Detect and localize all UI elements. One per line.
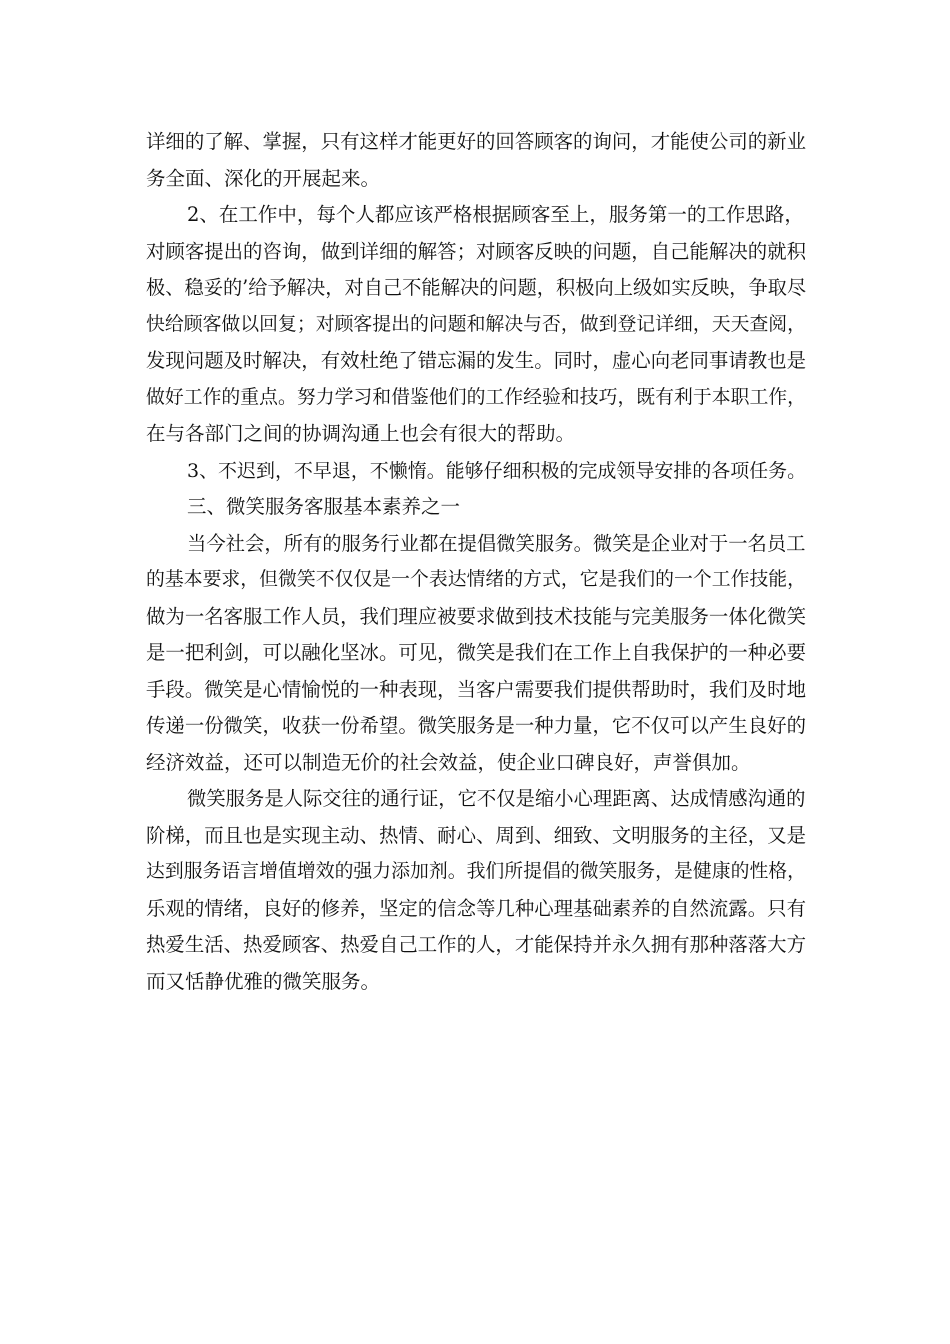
- text-line: 极、稳妥的’给予解决，对自己不能解决的问题，积极向上级如实反映，争取尽: [146, 276, 807, 299]
- text-line: 做为一名客服工作人员，我们理应被要求做到技术技能与完美服务一体化微笑: [146, 604, 806, 628]
- text-line: 手段。微笑是心情愉悦的一种表现，当客户需要我们提供帮助时，我们及时地: [146, 677, 806, 701]
- document-body: [146, 124, 806, 1000]
- text-line: 的基本要求，但微笑不仅仅是一个表达情绪的方式，它是我们的一个工作技能，: [146, 569, 806, 590]
- paragraph: [146, 124, 806, 197]
- text-line: 传递一份微笑，收获一份希望。微笑服务是一种力量，它不仅可以产生良好的: [146, 714, 806, 737]
- text-line: 快给顾客做以回复；对顾客提出的问题和解决与否，做到登记详细，天天查阅，: [146, 313, 806, 335]
- paragraph: [146, 526, 806, 782]
- text-line: 而又恬静优雅的微笑服务。: [146, 969, 381, 993]
- text-line: 是一把利剑，可以融化坚冰。可见，微笑是我们在工作上自我保护的一种必要: [146, 641, 806, 664]
- paragraph: [146, 197, 806, 453]
- paragraph: [146, 453, 806, 490]
- text-line: 对顾客提出的咨询，做到详细的解答；对顾客反映的问题，自己能解决的就积: [146, 239, 806, 263]
- text-line: 3、不迟到，不早退，不懒惰。能够仔细积极的完成领导安排的各项任务。: [187, 459, 807, 482]
- text-line: 乐观的情绪，良好的修养，坚定的信念等几种心理基础素养的自然流露。只有: [146, 896, 806, 920]
- text-line: 2、在工作中，每个人都应该严格根据顾客至上，服务第一的工作思路，: [187, 203, 804, 226]
- paragraph: [146, 781, 806, 1000]
- text-line: 阶梯，而且也是实现主动、热情、耐心、周到、细致、文明服务的主径，又是: [146, 823, 806, 847]
- text-line: 热爱生活、热爱顾客、热爱自己工作的人，才能保持并永久拥有那种落落大方: [146, 933, 806, 956]
- text-line: 经济效益，还可以制造无价的社会效益，使企业口碑良好，声誉俱加。: [146, 750, 751, 774]
- paragraph: [146, 489, 806, 526]
- text-line: 在与各部门之间的协调沟通上也会有很大的帮助。: [146, 422, 576, 445]
- text-line: 三、微笑服务客服基本素养之一: [187, 495, 461, 518]
- text-line: 达到服务语言增值增效的强力添加剂。我们所提倡的微笑服务，是健康的性格，: [146, 861, 806, 882]
- text-line: 发现问题及时解决，有效杜绝了错忘漏的发生。同时，虚心向老同事请教也是: [146, 349, 806, 372]
- text-line: 做好工作的重点。努力学习和借鉴他们的工作经验和技巧，既有利于本职工作，: [146, 386, 806, 408]
- text-line: 当今社会，所有的服务行业都在提倡微笑服务。微笑是企业对于一名员工: [187, 531, 806, 555]
- text-line: 详细的了解、掌握，只有这样才能更好的回答顾客的询问，才能使公司的新业: [146, 130, 806, 153]
- text-line: 微笑服务是人际交往的通行证，它不仅是缩小心理距离、达成情感沟通的: [187, 787, 806, 810]
- text-line: 务全面、深化的开展起来。: [146, 166, 381, 190]
